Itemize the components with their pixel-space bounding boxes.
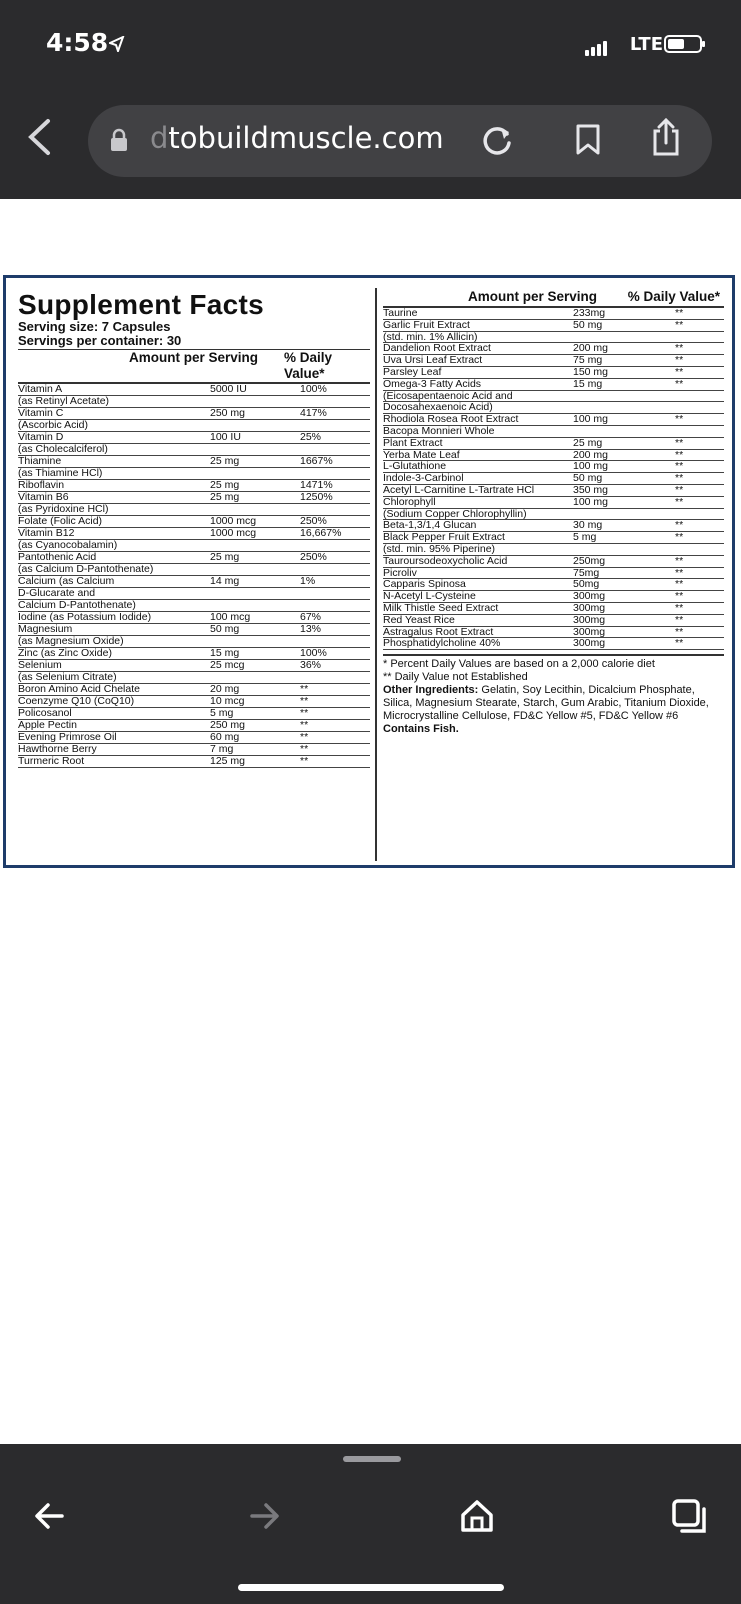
right-amount: 300mg — [573, 613, 606, 626]
tabs-icon[interactable] — [671, 1498, 709, 1536]
left-nutrient-name: Calcium D-Pantothenate) — [18, 599, 136, 611]
toolbar-handle[interactable] — [343, 1456, 401, 1462]
left-amount: 15 mg — [210, 647, 240, 659]
right-nutrient-name: Capparis Spinosa — [383, 578, 466, 591]
right-daily-value: ** — [675, 519, 684, 532]
left-amount: 25 mg — [210, 551, 240, 563]
right-nutrient-name: Astragalus Root Extract — [383, 625, 494, 638]
right-daily-value: ** — [675, 460, 684, 473]
right-nutrient-name: Beta-1,3/1,4 Glucan — [383, 519, 477, 532]
url-main: tobuildmuscle.com — [168, 121, 444, 155]
left-nutrient-name: (Ascorbic Acid) — [18, 419, 89, 431]
right-amount: 300mg — [573, 625, 606, 638]
right-daily-value: ** — [675, 318, 684, 331]
left-nutrient-name: D-Glucarate and — [18, 587, 96, 599]
left-nutrient-name: (as Cyanocobalamin) — [18, 539, 118, 551]
right-daily-value: ** — [675, 365, 684, 378]
home-indicator[interactable] — [238, 1584, 504, 1591]
left-column — [18, 290, 370, 861]
left-nutrient-name: Iodine (as Potassium Iodide) — [18, 611, 152, 623]
left-amount: 60 mg — [210, 731, 240, 743]
left-nutrient-name: (as Magnesium Oxide) — [18, 635, 124, 647]
right-rows — [383, 308, 724, 650]
right-nutrient-name: Red Yeast Rice — [383, 613, 455, 626]
right-nutrient-name: Omega-3 Fatty Acids — [383, 377, 482, 390]
back-chevron-icon[interactable] — [26, 118, 52, 156]
left-daily-value: 250% — [300, 515, 327, 527]
left-nutrient-name: Magnesium — [18, 623, 73, 635]
left-amount: 125 mg — [210, 755, 246, 767]
left-amount: 1000 mcg — [210, 515, 257, 527]
left-amount: 14 mg — [210, 575, 240, 587]
url-faded: d — [150, 121, 169, 155]
left-daily-value: 1471% — [300, 479, 333, 491]
right-daily-value: ** — [675, 307, 684, 319]
right-amount: 25 mg — [573, 436, 603, 449]
right-amount: 150 mg — [573, 365, 609, 378]
left-nutrient-name: Vitamin C — [18, 407, 64, 419]
left-amount: 25 mg — [210, 455, 240, 467]
other-ingredients-label: Other Ingredients: — [383, 684, 479, 697]
left-nutrient-name: Hawthorne Berry — [18, 743, 97, 755]
footnote-percent: * Percent Daily Values are based on a 2,000 calorie diet — [383, 658, 655, 671]
right-daily-value — [675, 332, 715, 343]
url-text[interactable] — [150, 121, 444, 155]
right-daily-value: ** — [675, 342, 684, 355]
nav-back-icon[interactable] — [32, 1498, 68, 1534]
left-daily-value — [300, 636, 360, 647]
left-nutrient-name: (as Thiamine HCl) — [18, 467, 103, 479]
left-daily-value: 417% — [300, 407, 327, 419]
right-nutrient-name: (std. min. 1% Allicin) — [383, 330, 478, 343]
left-daily-value — [300, 588, 360, 599]
left-amount — [210, 420, 300, 431]
left-amount: 100 IU — [210, 431, 241, 443]
left-amount: 5 mg — [210, 707, 234, 719]
left-nutrient-name: Policosanol — [18, 707, 72, 719]
left-amount: 10 mcg — [210, 695, 245, 707]
status-time: 4:58 — [46, 28, 109, 57]
left-nutrient-name: Pantothenic Acid — [18, 551, 97, 563]
right-nutrient-name: Garlic Fruit Extract — [383, 318, 470, 331]
other-ingredients — [383, 684, 724, 723]
left-amount — [210, 540, 300, 551]
right-nutrient-name: Acetyl L-Carnitine L-Tartrate HCl — [383, 483, 535, 496]
supplement-facts-label — [3, 275, 735, 868]
right-nutrient-name: Indole-3-Carbinol — [383, 472, 464, 485]
left-row — [18, 756, 370, 768]
right-daily-value — [675, 402, 715, 413]
right-daily-value: ** — [675, 590, 684, 603]
left-amount: 25 mg — [210, 491, 240, 503]
left-amount — [210, 672, 300, 683]
left-nutrient-name: Boron Amino Acid Chelate — [18, 683, 140, 695]
left-daily-value — [300, 396, 360, 407]
right-nutrient-name: Rhodiola Rosea Root Extract — [383, 413, 519, 426]
left-nutrient-name: Vitamin D — [18, 431, 64, 443]
left-daily-value: 1667% — [300, 455, 333, 467]
right-amount — [573, 509, 675, 520]
right-amount: 100 mg — [573, 460, 609, 473]
servings-per-container: Servings per container: 30 — [18, 333, 182, 348]
right-amount: 50mg — [573, 578, 600, 591]
left-daily-value — [300, 468, 360, 479]
right-row — [383, 438, 724, 450]
left-header — [18, 349, 370, 384]
right-amount: 300mg — [573, 590, 606, 603]
left-nutrient-name: Folate (Folic Acid) — [18, 515, 103, 527]
left-nutrient-name: Selenium — [18, 659, 62, 671]
reload-icon[interactable] — [480, 123, 514, 157]
right-amount: 30 mg — [573, 519, 603, 532]
left-nutrient-name: (as Pyridoxine HCl) — [18, 503, 109, 515]
right-row — [383, 379, 724, 391]
right-nutrient-name: N-Acetyl L-Cysteine — [383, 590, 476, 603]
battery-icon — [664, 35, 702, 53]
page-content — [0, 199, 741, 1444]
left-daily-value: 36% — [300, 659, 322, 671]
nav-forward-icon[interactable] — [246, 1498, 282, 1534]
right-daily-value: ** — [675, 601, 684, 614]
right-column — [375, 288, 724, 861]
left-amount — [210, 504, 300, 515]
ios-top-bar — [0, 0, 741, 199]
right-header — [383, 288, 724, 308]
left-header-amount: Amount per Serving — [128, 350, 258, 365]
left-daily-value: ** — [300, 683, 309, 695]
left-nutrient-name: Calcium (as Calcium — [18, 575, 115, 587]
left-amount: 1000 mcg — [210, 527, 257, 539]
right-daily-value — [675, 544, 715, 555]
carrier-label: LTE — [629, 34, 663, 55]
left-daily-value: 250% — [300, 551, 327, 563]
left-nutrient-name: Vitamin B6 — [18, 491, 69, 503]
right-amount — [573, 402, 675, 413]
left-daily-value: ** — [300, 731, 309, 743]
left-amount — [210, 588, 300, 599]
left-nutrient-name: Coenzyme Q10 (CoQ10) — [18, 695, 135, 707]
left-daily-value — [300, 672, 360, 683]
right-daily-value: ** — [675, 613, 684, 626]
left-daily-value: 67% — [300, 611, 322, 623]
right-amount — [573, 426, 675, 437]
right-header-amount: Amount per Serving — [467, 289, 597, 304]
right-amount: 75 mg — [573, 354, 603, 367]
right-row — [383, 638, 724, 650]
right-amount: 100 mg — [573, 413, 609, 426]
left-daily-value: 1% — [300, 575, 316, 587]
left-daily-value: 25% — [300, 431, 322, 443]
right-row — [383, 426, 724, 438]
right-amount: 300mg — [573, 637, 606, 650]
right-amount: 75mg — [573, 566, 600, 579]
right-amount: 5 mg — [573, 531, 597, 544]
right-daily-value — [675, 426, 715, 437]
right-nutrient-name: Milk Thistle Seed Extract — [383, 601, 499, 614]
left-nutrient-name: Turmeric Root — [18, 755, 85, 767]
address-bar[interactable] — [88, 105, 712, 177]
other-ingredients-text: Gelatin, Soy Lecithin, Dicalcium Phosphate, Silica, Magnesium Stearate, Starch, Gum Arabic, Titanium Dioxide, Microcrystalline Cellulose, FD&C Yellow #5, FD&C Yellow #6 — [383, 684, 709, 723]
left-nutrient-name: Thiamine — [18, 455, 62, 467]
left-amount: 7 mg — [210, 743, 234, 755]
right-daily-value: ** — [675, 413, 684, 426]
right-daily-value: ** — [675, 448, 684, 461]
left-daily-value: ** — [300, 755, 309, 767]
right-amount — [573, 332, 675, 343]
right-amount — [573, 544, 675, 555]
left-nutrient-name: (as Cholecalciferol) — [18, 443, 108, 455]
left-daily-value — [300, 600, 360, 611]
left-nutrient-name: Evening Primrose Oil — [18, 731, 117, 743]
right-amount: 100 mg — [573, 495, 609, 508]
right-amount: 250mg — [573, 554, 606, 567]
right-nutrient-name: Black Pepper Fruit Extract — [383, 531, 505, 544]
footnote-not-established: ** Daily Value not Established — [383, 671, 528, 684]
label-title: Supplement Facts — [18, 289, 264, 320]
left-nutrient-name: Vitamin B12 — [18, 527, 75, 539]
right-amount: 50 mg — [573, 318, 603, 331]
left-daily-value: 100% — [300, 647, 327, 659]
bookmark-icon[interactable] — [574, 123, 602, 157]
left-amount — [210, 468, 300, 479]
left-daily-value: ** — [300, 743, 309, 755]
right-nutrient-name: Tauroursodeoxycholic Acid — [383, 554, 508, 567]
left-nutrient-name: Vitamin A — [18, 383, 63, 395]
share-icon[interactable] — [650, 117, 682, 157]
left-daily-value: 16,667% — [300, 527, 342, 539]
left-nutrient-name: (as Selenium Citrate) — [18, 671, 117, 683]
right-row — [383, 485, 724, 497]
home-icon[interactable] — [459, 1498, 495, 1534]
right-nutrient-name: Bacopa Monnieri Whole — [383, 424, 495, 437]
right-header-dv: % Daily Value* — [627, 289, 720, 304]
right-daily-value — [675, 509, 715, 520]
contains-text: Contains Fish. — [383, 723, 459, 736]
right-nutrient-name: Parsley Leaf — [383, 365, 442, 378]
right-nutrient-name: Picroliv — [383, 566, 417, 579]
left-amount — [210, 564, 300, 575]
right-row — [383, 603, 724, 615]
left-amount: 25 mg — [210, 479, 240, 491]
left-daily-value — [300, 444, 360, 455]
right-nutrient-name: Dandelion Root Extract — [383, 342, 491, 355]
left-amount: 250 mg — [210, 719, 246, 731]
left-daily-value: 100% — [300, 383, 327, 395]
right-nutrient-name: Chlorophyll — [383, 495, 436, 508]
right-nutrient-name: Plant Extract — [383, 436, 443, 449]
right-daily-value: ** — [675, 483, 684, 496]
contains-allergen — [383, 723, 724, 736]
left-daily-value: 13% — [300, 623, 322, 635]
left-daily-value — [300, 420, 360, 431]
location-arrow-icon — [109, 36, 125, 52]
left-amount: 50 mg — [210, 623, 240, 635]
right-nutrient-name: Phosphatidylcholine 40% — [383, 637, 501, 650]
right-daily-value: ** — [675, 625, 684, 638]
right-amount: 233mg — [573, 307, 606, 319]
right-row — [383, 544, 724, 556]
left-amount — [210, 396, 300, 407]
left-rows — [18, 384, 370, 768]
right-amount: 350 mg — [573, 483, 609, 496]
right-row — [383, 497, 724, 509]
right-daily-value: ** — [675, 578, 684, 591]
left-amount: 250 mg — [210, 407, 246, 419]
left-amount: 25 mcg — [210, 659, 245, 671]
right-daily-value — [675, 391, 715, 402]
right-row — [383, 320, 724, 332]
right-amount: 200 mg — [573, 342, 609, 355]
right-amount: 50 mg — [573, 472, 603, 485]
right-amount — [573, 391, 675, 402]
right-daily-value: ** — [675, 495, 684, 508]
left-daily-value: 1250% — [300, 491, 333, 503]
left-nutrient-name: (as Retinyl Acetate) — [18, 395, 110, 407]
right-row — [383, 615, 724, 627]
left-daily-value — [300, 564, 360, 575]
right-amount: 300mg — [573, 601, 606, 614]
right-daily-value: ** — [675, 566, 684, 579]
left-amount: 5000 IU — [210, 383, 247, 395]
left-amount — [210, 600, 300, 611]
right-nutrient-name: (std. min. 95% Piperine) — [383, 542, 496, 555]
left-daily-value — [300, 540, 360, 551]
left-amount — [210, 636, 300, 647]
right-nutrient-name: (Eicosapentaenoic Acid and — [383, 389, 513, 402]
left-nutrient-name: Riboflavin — [18, 479, 65, 491]
right-daily-value: ** — [675, 531, 684, 544]
left-header-dv: % Daily Value* — [284, 350, 333, 381]
lock-icon — [110, 128, 128, 152]
left-nutrient-name: Apple Pectin — [18, 719, 77, 731]
right-nutrient-name: (Sodium Copper Chlorophyllin) — [383, 507, 527, 520]
left-daily-value: ** — [300, 707, 309, 719]
right-nutrient-name: Taurine — [383, 307, 418, 319]
right-daily-value: ** — [675, 637, 684, 650]
right-row — [383, 556, 724, 568]
left-amount — [210, 444, 300, 455]
right-daily-value: ** — [675, 554, 684, 567]
right-amount: 15 mg — [573, 377, 603, 390]
right-row — [383, 367, 724, 379]
browser-toolbar — [0, 1444, 741, 1604]
left-daily-value — [300, 504, 360, 515]
left-daily-value: ** — [300, 719, 309, 731]
right-nutrient-name: L-Glutathione — [383, 460, 447, 473]
label-footnotes — [383, 654, 724, 736]
left-nutrient-name: (as Calcium D-Pantothenate) — [18, 563, 154, 575]
left-nutrient-name: Zinc (as Zinc Oxide) — [18, 647, 112, 659]
right-daily-value: ** — [675, 377, 684, 390]
right-daily-value: ** — [675, 436, 684, 449]
right-daily-value: ** — [675, 472, 684, 485]
serving-size: Serving size: 7 Capsules — [18, 319, 171, 334]
left-amount: 20 mg — [210, 683, 240, 695]
right-nutrient-name: Yerba Mate Leaf — [383, 448, 460, 461]
right-nutrient-name: Docosahexaenoic Acid) — [383, 401, 493, 414]
left-amount: 100 mcg — [210, 611, 251, 623]
signal-bars-icon — [585, 38, 609, 56]
right-daily-value: ** — [675, 354, 684, 367]
right-nutrient-name: Uva Ursi Leaf Extract — [383, 354, 483, 367]
right-amount: 200 mg — [573, 448, 609, 461]
left-daily-value: ** — [300, 695, 309, 707]
